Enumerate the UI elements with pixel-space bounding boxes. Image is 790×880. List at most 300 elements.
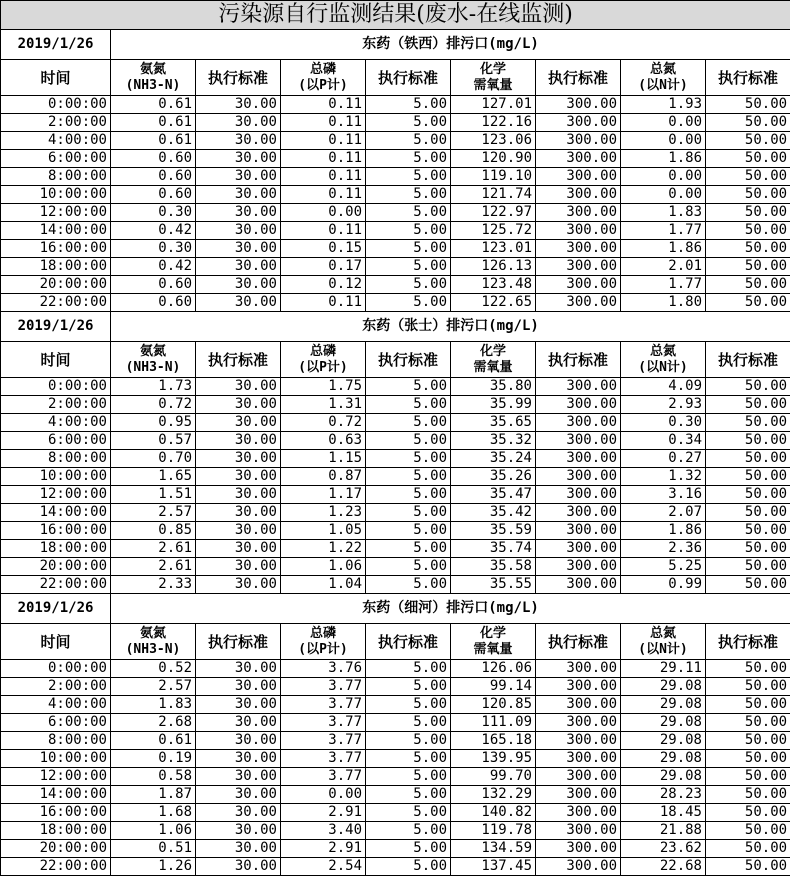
value-cell: 1.80 <box>621 294 706 312</box>
value-cell: 30.00 <box>196 276 281 294</box>
value-cell: 30.00 <box>196 204 281 222</box>
value-cell: 30.00 <box>196 378 281 396</box>
column-header <box>196 624 281 660</box>
value-cell: 21.88 <box>621 822 706 840</box>
time-cell: 10:00:00 <box>1 750 111 768</box>
table-row <box>1 576 790 594</box>
value-cell: 1.51 <box>111 486 196 504</box>
value-cell: 50.00 <box>706 750 790 768</box>
table-row <box>1 504 790 522</box>
column-header-line1: 总磷 <box>309 61 336 77</box>
value-cell: 0.00 <box>281 204 366 222</box>
value-cell: 30.00 <box>196 786 281 804</box>
value-cell: 29.08 <box>621 750 706 768</box>
value-cell: 119.10 <box>451 168 536 186</box>
column-header-line2: (以P计) <box>298 641 348 657</box>
value-cell: 0.11 <box>281 168 366 186</box>
value-cell: 1.77 <box>621 222 706 240</box>
value-cell: 29.08 <box>621 678 706 696</box>
value-cell: 30.00 <box>196 822 281 840</box>
column-header <box>706 342 790 378</box>
value-cell: 120.90 <box>451 150 536 168</box>
value-cell: 0.17 <box>281 258 366 276</box>
section-date: 2019/1/26 <box>1 30 111 60</box>
value-cell: 1.26 <box>111 858 196 876</box>
value-cell: 50.00 <box>706 294 790 312</box>
value-cell: 0.61 <box>111 114 196 132</box>
value-cell: 50.00 <box>706 822 790 840</box>
value-cell: 50.00 <box>706 786 790 804</box>
value-cell: 1.22 <box>281 540 366 558</box>
value-cell: 0.42 <box>111 258 196 276</box>
value-cell: 30.00 <box>196 132 281 150</box>
value-cell: 5.00 <box>366 486 451 504</box>
value-cell: 300.00 <box>536 750 621 768</box>
value-cell: 30.00 <box>196 168 281 186</box>
value-cell: 1.83 <box>621 204 706 222</box>
value-cell: 300.00 <box>536 468 621 486</box>
time-cell: 20:00:00 <box>1 276 111 294</box>
value-cell: 1.93 <box>621 96 706 114</box>
value-cell: 0.11 <box>281 222 366 240</box>
value-cell: 300.00 <box>536 414 621 432</box>
value-cell: 99.70 <box>451 768 536 786</box>
column-header <box>111 624 196 660</box>
value-cell: 35.99 <box>451 396 536 414</box>
value-cell: 5.00 <box>366 240 451 258</box>
value-cell: 126.06 <box>451 660 536 678</box>
value-cell: 50.00 <box>706 240 790 258</box>
value-cell: 5.00 <box>366 294 451 312</box>
value-cell: 0.27 <box>621 450 706 468</box>
column-header-line1: 总磷 <box>309 625 336 641</box>
value-cell: 1.87 <box>111 786 196 804</box>
value-cell: 300.00 <box>536 840 621 858</box>
section-outlet: 东药（铁西）排污口(mg/L) <box>111 30 790 60</box>
value-cell: 30.00 <box>196 660 281 678</box>
value-cell: 300.00 <box>536 240 621 258</box>
time-cell: 6:00:00 <box>1 432 111 450</box>
value-cell: 300.00 <box>536 696 621 714</box>
value-cell: 3.77 <box>281 678 366 696</box>
column-header <box>451 624 536 660</box>
value-cell: 122.16 <box>451 114 536 132</box>
value-cell: 30.00 <box>196 840 281 858</box>
value-cell: 30.00 <box>196 414 281 432</box>
value-cell: 0.60 <box>111 168 196 186</box>
value-cell: 30.00 <box>196 432 281 450</box>
value-cell: 0.42 <box>111 222 196 240</box>
column-header-line1: 时间 <box>40 68 71 87</box>
value-cell: 50.00 <box>706 576 790 594</box>
table-row <box>1 186 790 204</box>
value-cell: 35.58 <box>451 558 536 576</box>
value-cell: 5.00 <box>366 114 451 132</box>
time-cell: 0:00:00 <box>1 96 111 114</box>
column-header <box>536 624 621 660</box>
value-cell: 5.00 <box>366 576 451 594</box>
value-cell: 2.07 <box>621 504 706 522</box>
value-cell: 300.00 <box>536 150 621 168</box>
value-cell: 5.00 <box>366 450 451 468</box>
value-cell: 1.65 <box>111 468 196 486</box>
time-cell: 14:00:00 <box>1 222 111 240</box>
value-cell: 2.61 <box>111 540 196 558</box>
table-row <box>1 540 790 558</box>
value-cell: 35.26 <box>451 468 536 486</box>
value-cell: 0.61 <box>111 732 196 750</box>
value-cell: 50.00 <box>706 150 790 168</box>
value-cell: 5.00 <box>366 504 451 522</box>
value-cell: 50.00 <box>706 114 790 132</box>
value-cell: 2.68 <box>111 714 196 732</box>
value-cell: 35.47 <box>451 486 536 504</box>
column-header <box>196 342 281 378</box>
column-header <box>111 342 196 378</box>
value-cell: 123.01 <box>451 240 536 258</box>
value-cell: 29.08 <box>621 768 706 786</box>
value-cell: 30.00 <box>196 468 281 486</box>
value-cell: 30.00 <box>196 750 281 768</box>
value-cell: 5.00 <box>366 222 451 240</box>
time-cell: 10:00:00 <box>1 186 111 204</box>
value-cell: 300.00 <box>536 378 621 396</box>
value-cell: 50.00 <box>706 522 790 540</box>
table-row <box>1 678 790 696</box>
value-cell: 5.00 <box>366 750 451 768</box>
time-cell: 0:00:00 <box>1 660 111 678</box>
value-cell: 1.73 <box>111 378 196 396</box>
value-cell: 50.00 <box>706 204 790 222</box>
value-cell: 300.00 <box>536 432 621 450</box>
page-title: 污染源自行监测结果(废水-在线监测) <box>1 1 790 30</box>
column-header-line1: 执行标准 <box>718 350 779 369</box>
value-cell: 0.11 <box>281 294 366 312</box>
value-cell: 5.00 <box>366 732 451 750</box>
value-cell: 300.00 <box>536 168 621 186</box>
time-cell: 22:00:00 <box>1 294 111 312</box>
value-cell: 0.30 <box>111 204 196 222</box>
value-cell: 0.30 <box>621 414 706 432</box>
value-cell: 30.00 <box>196 450 281 468</box>
value-cell: 5.00 <box>366 186 451 204</box>
value-cell: 50.00 <box>706 378 790 396</box>
column-header-line1: 总氮 <box>649 343 676 359</box>
value-cell: 1.86 <box>621 522 706 540</box>
table-row <box>1 132 790 150</box>
time-cell: 8:00:00 <box>1 450 111 468</box>
column-header-line2: (以N计) <box>638 77 688 93</box>
column-header-line2: (以P计) <box>298 77 348 93</box>
column-header-line1: 执行标准 <box>207 632 268 651</box>
table-row <box>1 378 790 396</box>
value-cell: 2.91 <box>281 840 366 858</box>
value-cell: 5.00 <box>366 540 451 558</box>
value-cell: 0.57 <box>111 432 196 450</box>
table-row <box>1 804 790 822</box>
value-cell: 5.00 <box>366 660 451 678</box>
table-row <box>1 168 790 186</box>
column-header <box>366 624 451 660</box>
column-header <box>281 342 366 378</box>
value-cell: 5.00 <box>366 678 451 696</box>
value-cell: 123.06 <box>451 132 536 150</box>
column-header <box>366 342 451 378</box>
value-cell: 5.00 <box>366 96 451 114</box>
value-cell: 300.00 <box>536 540 621 558</box>
value-cell: 0.61 <box>111 96 196 114</box>
time-cell: 18:00:00 <box>1 540 111 558</box>
value-cell: 2.54 <box>281 858 366 876</box>
value-cell: 50.00 <box>706 858 790 876</box>
table-row <box>1 660 790 678</box>
value-cell: 30.00 <box>196 804 281 822</box>
value-cell: 30.00 <box>196 678 281 696</box>
value-cell: 50.00 <box>706 186 790 204</box>
value-cell: 0.51 <box>111 840 196 858</box>
table-row <box>1 858 790 876</box>
time-cell: 12:00:00 <box>1 204 111 222</box>
value-cell: 5.00 <box>366 804 451 822</box>
section-header-row <box>1 594 790 624</box>
value-cell: 29.08 <box>621 696 706 714</box>
column-header <box>281 60 366 96</box>
column-header-row <box>1 624 790 660</box>
table-row <box>1 432 790 450</box>
value-cell: 50.00 <box>706 432 790 450</box>
value-cell: 35.32 <box>451 432 536 450</box>
time-cell: 10:00:00 <box>1 468 111 486</box>
table-row <box>1 696 790 714</box>
value-cell: 35.59 <box>451 522 536 540</box>
value-cell: 0.52 <box>111 660 196 678</box>
value-cell: 29.08 <box>621 732 706 750</box>
value-cell: 0.00 <box>281 786 366 804</box>
value-cell: 50.00 <box>706 258 790 276</box>
value-cell: 300.00 <box>536 450 621 468</box>
value-cell: 0.30 <box>111 240 196 258</box>
table-row <box>1 276 790 294</box>
value-cell: 165.18 <box>451 732 536 750</box>
value-cell: 3.76 <box>281 660 366 678</box>
value-cell: 50.00 <box>706 222 790 240</box>
value-cell: 300.00 <box>536 822 621 840</box>
value-cell: 30.00 <box>196 96 281 114</box>
table-row <box>1 150 790 168</box>
time-cell: 4:00:00 <box>1 414 111 432</box>
value-cell: 50.00 <box>706 540 790 558</box>
column-header-line1: 时间 <box>40 350 71 369</box>
value-cell: 1.17 <box>281 486 366 504</box>
value-cell: 50.00 <box>706 276 790 294</box>
value-cell: 30.00 <box>196 558 281 576</box>
value-cell: 1.86 <box>621 150 706 168</box>
value-cell: 0.58 <box>111 768 196 786</box>
column-header-line1: 总氮 <box>649 61 676 77</box>
table-row <box>1 222 790 240</box>
value-cell: 30.00 <box>196 522 281 540</box>
table-row <box>1 822 790 840</box>
value-cell: 0.34 <box>621 432 706 450</box>
column-header <box>536 60 621 96</box>
value-cell: 3.77 <box>281 714 366 732</box>
value-cell: 5.00 <box>366 858 451 876</box>
value-cell: 2.01 <box>621 258 706 276</box>
value-cell: 35.55 <box>451 576 536 594</box>
value-cell: 120.85 <box>451 696 536 714</box>
column-header <box>621 624 706 660</box>
value-cell: 1.06 <box>281 558 366 576</box>
time-cell: 6:00:00 <box>1 714 111 732</box>
time-cell: 20:00:00 <box>1 558 111 576</box>
column-header <box>196 60 281 96</box>
time-cell: 16:00:00 <box>1 804 111 822</box>
value-cell: 50.00 <box>706 132 790 150</box>
value-cell: 1.31 <box>281 396 366 414</box>
value-cell: 0.00 <box>621 132 706 150</box>
value-cell: 50.00 <box>706 504 790 522</box>
value-cell: 30.00 <box>196 858 281 876</box>
table-row <box>1 786 790 804</box>
column-header-line1: 执行标准 <box>377 68 438 87</box>
time-cell: 4:00:00 <box>1 696 111 714</box>
value-cell: 122.97 <box>451 204 536 222</box>
value-cell: 30.00 <box>196 768 281 786</box>
value-cell: 28.23 <box>621 786 706 804</box>
column-header-line2: (以N计) <box>638 641 688 657</box>
column-header-line1: 执行标准 <box>547 68 608 87</box>
value-cell: 0.11 <box>281 150 366 168</box>
column-header <box>1 342 111 378</box>
value-cell: 1.68 <box>111 804 196 822</box>
value-cell: 0.11 <box>281 186 366 204</box>
column-header-line2: 需氧量 <box>473 77 513 93</box>
value-cell: 126.13 <box>451 258 536 276</box>
value-cell: 50.00 <box>706 168 790 186</box>
time-cell: 0:00:00 <box>1 378 111 396</box>
value-cell: 50.00 <box>706 414 790 432</box>
value-cell: 30.00 <box>196 294 281 312</box>
value-cell: 300.00 <box>536 714 621 732</box>
time-cell: 14:00:00 <box>1 786 111 804</box>
value-cell: 0.11 <box>281 132 366 150</box>
value-cell: 139.95 <box>451 750 536 768</box>
table-row <box>1 414 790 432</box>
value-cell: 300.00 <box>536 786 621 804</box>
time-cell: 16:00:00 <box>1 522 111 540</box>
value-cell: 2.91 <box>281 804 366 822</box>
value-cell: 1.83 <box>111 696 196 714</box>
value-cell: 35.65 <box>451 414 536 432</box>
value-cell: 1.06 <box>111 822 196 840</box>
value-cell: 50.00 <box>706 468 790 486</box>
column-header-line2: (以P计) <box>298 359 348 375</box>
column-header <box>1 624 111 660</box>
value-cell: 30.00 <box>196 540 281 558</box>
value-cell: 140.82 <box>451 804 536 822</box>
table-row <box>1 258 790 276</box>
column-header-line1: 执行标准 <box>547 632 608 651</box>
section-header-row <box>1 30 790 60</box>
value-cell: 0.85 <box>111 522 196 540</box>
value-cell: 122.65 <box>451 294 536 312</box>
time-cell: 14:00:00 <box>1 504 111 522</box>
time-cell: 18:00:00 <box>1 822 111 840</box>
value-cell: 50.00 <box>706 732 790 750</box>
value-cell: 300.00 <box>536 132 621 150</box>
value-cell: 0.60 <box>111 186 196 204</box>
time-cell: 8:00:00 <box>1 168 111 186</box>
value-cell: 5.00 <box>366 696 451 714</box>
value-cell: 0.00 <box>621 186 706 204</box>
value-cell: 0.63 <box>281 432 366 450</box>
value-cell: 300.00 <box>536 858 621 876</box>
column-header <box>621 342 706 378</box>
value-cell: 300.00 <box>536 222 621 240</box>
value-cell: 137.45 <box>451 858 536 876</box>
value-cell: 0.00 <box>621 114 706 132</box>
value-cell: 35.74 <box>451 540 536 558</box>
value-cell: 30.00 <box>196 732 281 750</box>
column-header-line1: 执行标准 <box>547 350 608 369</box>
time-cell: 20:00:00 <box>1 840 111 858</box>
table-row <box>1 732 790 750</box>
value-cell: 300.00 <box>536 804 621 822</box>
value-cell: 2.61 <box>111 558 196 576</box>
table-row <box>1 750 790 768</box>
column-header-line1: 化学 <box>479 61 506 77</box>
value-cell: 50.00 <box>706 714 790 732</box>
column-header-row <box>1 342 790 378</box>
value-cell: 0.60 <box>111 294 196 312</box>
section-outlet: 东药（细河）排污口(mg/L) <box>111 594 790 624</box>
time-cell: 12:00:00 <box>1 768 111 786</box>
value-cell: 50.00 <box>706 558 790 576</box>
value-cell: 300.00 <box>536 486 621 504</box>
value-cell: 123.48 <box>451 276 536 294</box>
time-cell: 2:00:00 <box>1 114 111 132</box>
time-cell: 16:00:00 <box>1 240 111 258</box>
time-cell: 12:00:00 <box>1 486 111 504</box>
column-header-line1: 氨氮 <box>139 625 166 641</box>
value-cell: 1.04 <box>281 576 366 594</box>
value-cell: 5.00 <box>366 432 451 450</box>
column-header-line1: 执行标准 <box>377 632 438 651</box>
column-header-line1: 时间 <box>40 632 71 651</box>
column-header-line1: 执行标准 <box>718 68 779 87</box>
value-cell: 1.75 <box>281 378 366 396</box>
value-cell: 300.00 <box>536 204 621 222</box>
value-cell: 300.00 <box>536 396 621 414</box>
section-header-row <box>1 312 790 342</box>
value-cell: 5.25 <box>621 558 706 576</box>
column-header-line2: (以N计) <box>638 359 688 375</box>
value-cell: 5.00 <box>366 522 451 540</box>
column-header <box>706 624 790 660</box>
time-cell: 22:00:00 <box>1 576 111 594</box>
value-cell: 0.72 <box>281 414 366 432</box>
value-cell: 5.00 <box>366 714 451 732</box>
table-row <box>1 840 790 858</box>
value-cell: 2.57 <box>111 504 196 522</box>
value-cell: 1.23 <box>281 504 366 522</box>
value-cell: 1.86 <box>621 240 706 258</box>
table-row <box>1 204 790 222</box>
table-row <box>1 450 790 468</box>
value-cell: 300.00 <box>536 258 621 276</box>
value-cell: 30.00 <box>196 396 281 414</box>
table-row <box>1 522 790 540</box>
